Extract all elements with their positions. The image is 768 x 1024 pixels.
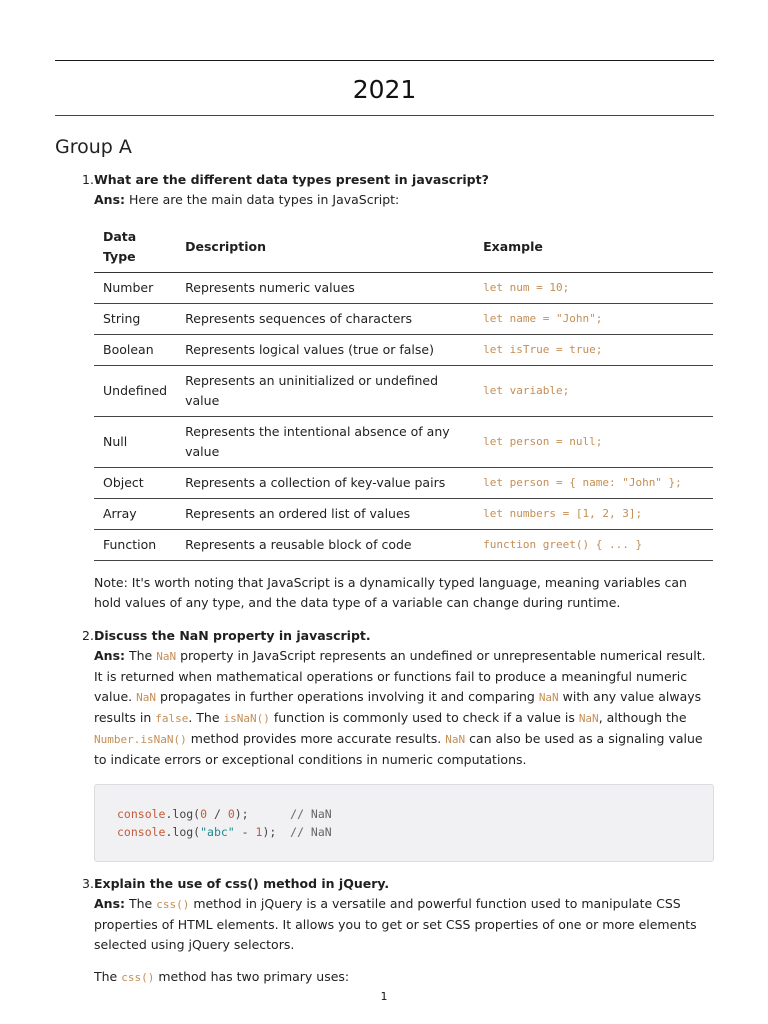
- answer-text: method has two primary uses:: [154, 969, 350, 984]
- cell-example: let name = "John";: [474, 304, 713, 335]
- code-block: [94, 784, 714, 862]
- table-row: [94, 273, 713, 304]
- cell-type: Number: [94, 273, 176, 304]
- code-token: 1: [255, 825, 263, 839]
- cell-example: function greet() { ... }: [474, 530, 713, 561]
- inline-code: css(): [156, 898, 190, 911]
- answer-text: Here are the main data types in JavaScript:: [125, 192, 400, 207]
- table-row: [94, 468, 713, 499]
- inline-code: isNaN(): [223, 712, 270, 725]
- cell-type: Array: [94, 499, 176, 530]
- code-token: 0: [200, 807, 208, 821]
- inline-code: NaN: [136, 691, 156, 704]
- data-types-table: [94, 222, 713, 561]
- code-comment: // NaN: [290, 807, 332, 821]
- inline-code: NaN: [156, 650, 177, 663]
- question-1: [55, 170, 714, 613]
- code-token: );: [262, 825, 291, 839]
- table-header-row: [94, 222, 713, 273]
- question-number: 2.: [82, 628, 94, 643]
- table-row: [94, 499, 713, 530]
- cell-desc: Represents the intentional absence of any value: [176, 417, 474, 468]
- code-token: 0: [227, 807, 235, 821]
- answer-text: propagates in further operations involving it and comparing: [155, 689, 539, 704]
- answer-text: The: [125, 896, 157, 911]
- cell-desc: Represents logical values (true or false): [176, 335, 474, 366]
- ans-label: Ans:: [94, 648, 126, 663]
- document-page: [55, 60, 714, 988]
- code-token: console: [117, 825, 166, 839]
- question-number: 3.: [82, 876, 94, 891]
- answer-text: method in jQuery is a versatile and powerful function used to manipulate CSS properties of HTML elements. It allows you to get or set CSS properties of one or more elements selected using jQuery selectors.: [94, 896, 697, 952]
- cell-desc: Represents numeric values: [176, 273, 474, 304]
- question-3: [55, 874, 714, 988]
- code-token: "abc": [200, 825, 235, 839]
- inline-code: Number.isNaN(): [94, 733, 187, 746]
- question-number: 1.: [82, 172, 94, 187]
- title-rule: [55, 115, 714, 116]
- inline-code: css(): [121, 971, 155, 984]
- cell-type: Null: [94, 417, 176, 468]
- page-number: 1: [380, 990, 388, 1003]
- code-token: .log(: [165, 825, 201, 839]
- answer-text: . The: [188, 710, 224, 725]
- answer-intro: [94, 190, 714, 210]
- cell-type: Object: [94, 468, 176, 499]
- inline-code: NaN: [445, 733, 466, 746]
- cell-type: String: [94, 304, 176, 335]
- table-row: [94, 335, 713, 366]
- answer-text: The: [125, 648, 157, 663]
- code-token: /: [207, 807, 228, 821]
- table-row: [94, 366, 713, 417]
- cell-desc: Represents an ordered list of values: [176, 499, 474, 530]
- cell-example: let numbers = [1, 2, 3];: [474, 499, 713, 530]
- code-token: .log(: [165, 807, 201, 821]
- cell-desc: Represents a reusable block of code: [176, 530, 474, 561]
- uses-paragraph: [94, 967, 714, 988]
- cell-example: let isTrue = true;: [474, 335, 713, 366]
- question-text: Explain the use of css() method in jQuery.: [94, 876, 390, 891]
- inline-code: false: [155, 712, 189, 725]
- answer-text: can also be used as a signaling value to indicate errors or exceptional conditions in numeric computations.: [94, 731, 703, 767]
- page-title: 2021: [352, 75, 417, 104]
- cell-desc: Represents sequences of characters: [176, 304, 474, 335]
- answer-text: , although the: [598, 710, 687, 725]
- code-comment: // NaN: [290, 825, 332, 839]
- cell-desc: Represents a collection of key-value pairs: [176, 468, 474, 499]
- inline-code: NaN: [578, 712, 599, 725]
- answer-paragraph: [94, 894, 714, 955]
- answer-text: The: [94, 969, 122, 984]
- answer-paragraph: [94, 646, 714, 770]
- cell-example: let person = { name: "John" };: [474, 468, 713, 499]
- cell-example: let variable;: [474, 366, 713, 417]
- cell-type: Boolean: [94, 335, 176, 366]
- table-row: [94, 304, 713, 335]
- cell-example: let person = null;: [474, 417, 713, 468]
- table-row: [94, 530, 713, 561]
- question-text: Discuss the NaN property in javascript.: [94, 628, 371, 643]
- answer-text: function is commonly used to check if a value is: [269, 710, 579, 725]
- question-text: What are the different data types present in javascript?: [94, 172, 489, 187]
- cell-desc: Represents an uninitialized or undefined value: [176, 366, 474, 417]
- answer-text: with any value always results in: [94, 689, 702, 725]
- section-heading: Group A: [55, 136, 132, 158]
- ans-label: Ans:: [94, 896, 126, 911]
- inline-code: NaN: [538, 691, 559, 704]
- cell-type: Function: [94, 530, 176, 561]
- header-example: Example: [474, 222, 713, 273]
- cell-type: Undefined: [94, 366, 176, 417]
- note-paragraph: Note: It's worth noting that JavaScript is a dynamically typed language, meaning variables can hold values of any type, and the data type of a variable can change during runtime.: [94, 575, 687, 610]
- code-token: );: [234, 807, 291, 821]
- header-data-type: Data Type: [94, 222, 176, 273]
- header-description: Description: [176, 222, 474, 273]
- ans-label: Ans:: [94, 192, 126, 207]
- answer-text: method provides more accurate results.: [186, 731, 446, 746]
- code-token: -: [234, 825, 256, 839]
- answer-text: property in JavaScript represents an undefined or unrepresentable numerical result. It is returned when mathematical operations or functions fail to produce a meaningful numeric value.: [94, 648, 706, 704]
- question-2: [55, 626, 714, 862]
- table-row: [94, 417, 713, 468]
- cell-example: let num = 10;: [474, 273, 713, 304]
- code-token: console: [117, 807, 166, 821]
